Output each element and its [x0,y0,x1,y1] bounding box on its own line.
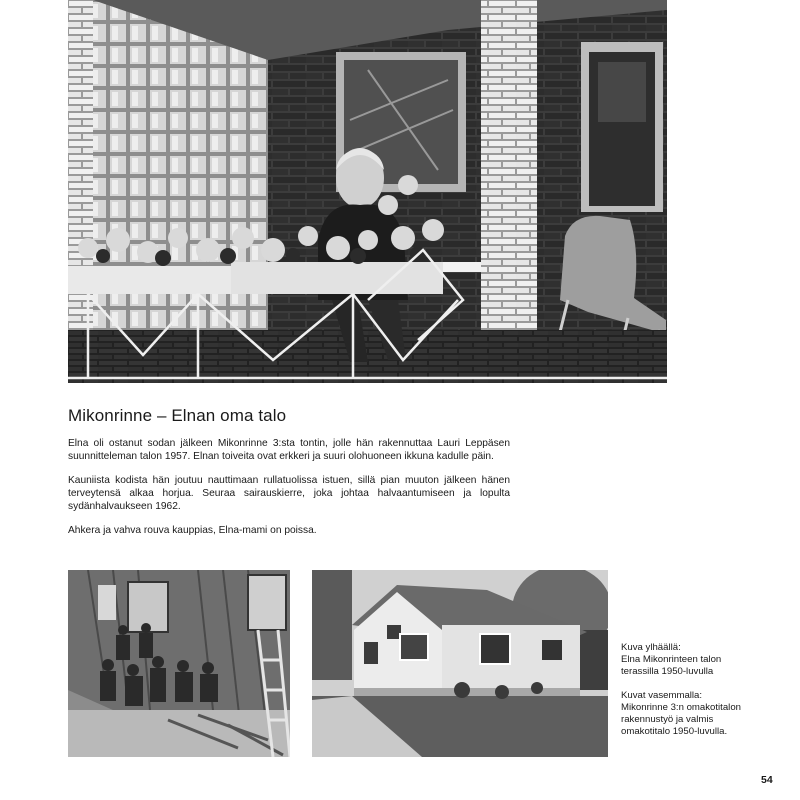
paragraph-1: Elna oli ostanut sodan jälkeen Mikonrinne 3:sta tontin, jolle hän rakennuttaa Lauri Leppäsen suunnitteleman talon 1957. Elnan toiveita ovat erkkeri ja suuri olohuoneen ikkuna kadulle päin. [68,438,510,462]
photo-terrace [68,0,667,383]
caption-line: terassilla 1950-luvulla [621,666,714,677]
caption-left-photos [621,690,741,738]
caption-line: Elna Mikonrinteen talon [621,654,722,665]
house-photo-drawing [312,570,608,757]
paragraph-2: Kauniista kodista hän joutuu nauttimaan rullatuolissa istuen, sillä pian muuton jälkeen hänen terveytensä alkaa horjua. Seuraa sairauskierre, joka johtaa halvaantumiseen ja lopulta sydänhalvaukseen 1962. [68,475,510,512]
construction-photo-drawing [68,570,290,757]
article-body [68,437,510,548]
caption-line: Kuva ylhäällä: [621,642,681,653]
caption-line: Kuvat vasemmalla: [621,690,703,701]
photo-house [312,570,608,757]
page-number: 54 [761,774,773,786]
paragraph-3: Ahkera ja vahva rouva kauppias, Elna-mami on poissa. [68,525,317,536]
terrace-photo-drawing [68,0,667,383]
caption-top-photo [621,642,741,678]
caption-line: Mikonrinne 3:n omakotitalon [621,702,741,713]
caption-line: rakennustyö ja valmis [621,714,714,725]
caption-line: omakotitalo 1950-luvulla. [621,726,728,737]
article-title: Mikonrinne – Elnan oma talo [68,406,287,425]
photo-construction [68,570,290,757]
